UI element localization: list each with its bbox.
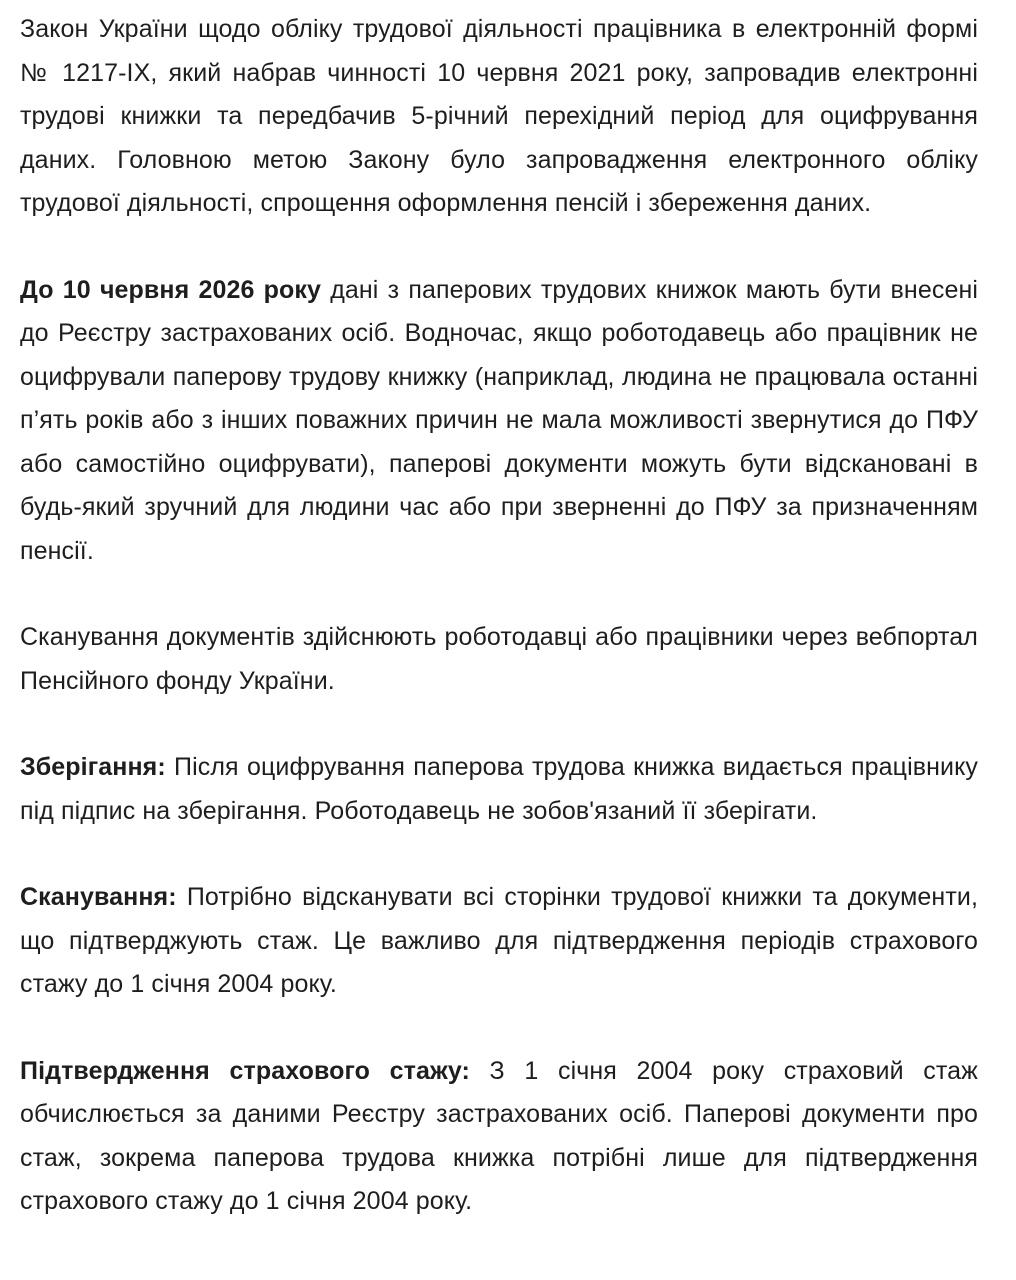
paragraph-law-intro xyxy=(20,8,978,226)
paragraph-text: Після оцифрування паперова трудова книжка видається працівнику під підпис на зберігання. Роботодавець не зобов'язаний її зберігати. xyxy=(20,753,978,825)
paragraph-storage xyxy=(20,746,978,833)
paragraph-scanning-who xyxy=(20,616,978,703)
paragraph-scanning xyxy=(20,876,978,1007)
paragraph-text: Потрібно відсканувати всі сторінки трудової книжки та документи, що підтверджують стаж. Це важливо для підтвердження періодів страхового стажу до 1 січня 2004 року. xyxy=(20,883,978,998)
document-body xyxy=(20,8,978,1224)
paragraph-lead: До 10 червня 2026 року xyxy=(20,275,322,304)
paragraph-lead: Зберігання: xyxy=(20,753,166,781)
paragraph-lead: Сканування: xyxy=(20,883,177,911)
paragraph-lead: Підтвердження страхового стажу: xyxy=(20,1056,470,1085)
paragraph-text: Сканування документів здійснюють роботодавці або працівники через вебпортал Пенсійного фонду України. xyxy=(20,623,978,695)
paragraph-deadline xyxy=(20,269,978,574)
paragraph-text: З 1 січня 2004 року страховий стаж обчислюється за даними Реєстру застрахованих осіб. Паперові документи про стаж, зокрема паперова трудова книжка потрібні лише для підтвердження страхового стажу до 1 січня 2004 року. xyxy=(20,1056,978,1215)
paragraph-insurance-record xyxy=(20,1050,978,1224)
paragraph-text: дані з паперових трудових книжок мають бути внесені до Реєстру застрахованих осіб. Водночас, якщо роботодавець або працівник не оцифрували паперову трудову книжку (наприклад, людина не працювала останні п’ять років або з інших поважних причин не мала можливості звернутися до ПФУ або самостійно оцифрувати), паперові документи можуть бути відскановані в будь-який зручний для людини час або при зверненні до ПФУ за призначенням пенсії. xyxy=(20,275,979,565)
paragraph-text: Закон України щодо обліку трудової діяльності працівника в електронній формі № 1217-IX, який набрав чинності 10 червня 2021 року, запровадив електронні трудові книжки та передбачив 5-річний перехідний період для оцифрування даних. Головною метою Закону було запровадження електронного обліку трудової діяльності, спрощення оформлення пенсій і збереження даних. xyxy=(20,15,978,217)
